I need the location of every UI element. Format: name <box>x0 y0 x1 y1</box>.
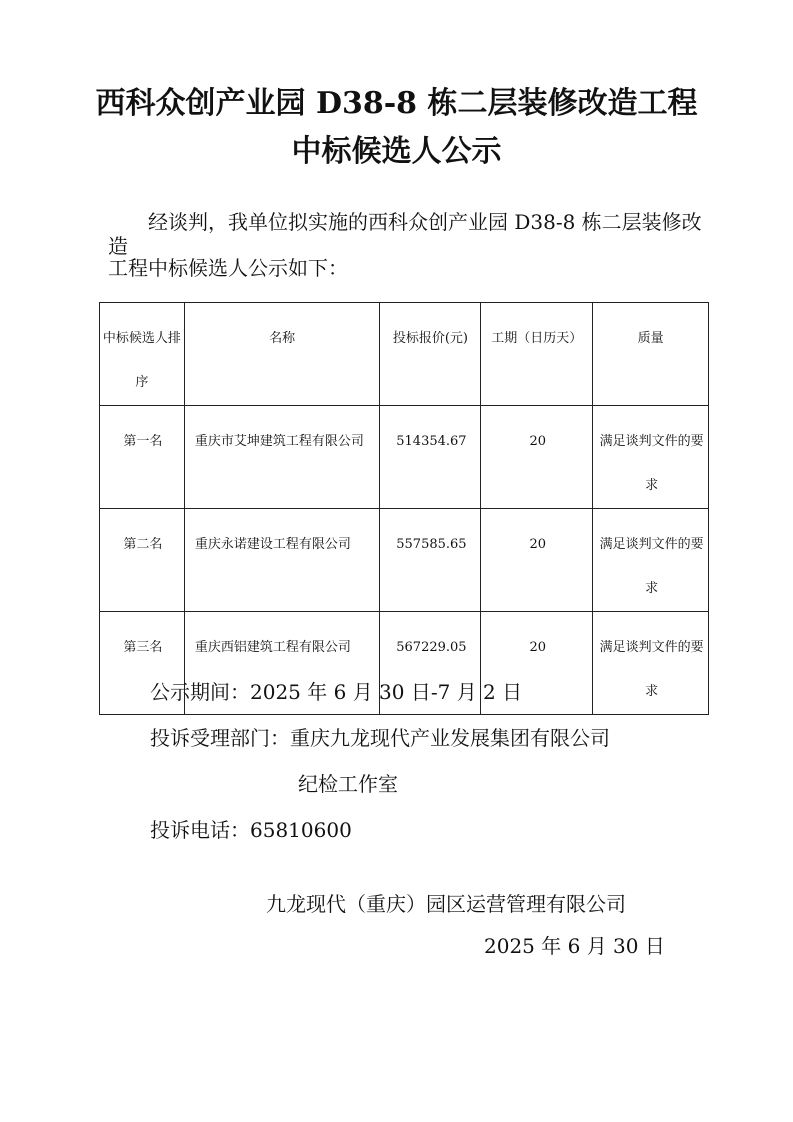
cell-rank: 第二名 <box>100 509 185 612</box>
table-row <box>100 406 709 509</box>
cell-period: 20 <box>481 612 593 715</box>
cell-rank: 第一名 <box>100 406 185 509</box>
signature-date: 2025 年 6 月 30 日 <box>484 934 665 958</box>
document-title-line1: 西科众创产业园 D38-8 栋二层装修改造工程 <box>95 86 698 121</box>
signature-organization: 九龙现代（重庆）园区运营管理有限公司 <box>266 892 626 916</box>
cell-quality: 满足谈判文件的要求 <box>593 612 709 715</box>
intro-paragraph-line2: 工程中标候选人公示如下： <box>108 256 348 280</box>
cell-period: 20 <box>481 509 593 612</box>
document-title-line2: 中标候选人公示 <box>291 134 502 169</box>
cell-price: 567229.05 <box>380 612 481 715</box>
cell-period: 20 <box>481 406 593 509</box>
complaint-department: 投诉受理部门：重庆九龙现代产业发展集团有限公司 <box>150 726 610 750</box>
header-rank: 中标候选人排序 <box>100 303 185 406</box>
header-period: 工期（日历天） <box>481 303 593 406</box>
table-header-row <box>100 303 709 406</box>
header-price: 投标报价(元) <box>380 303 481 406</box>
cell-quality: 满足谈判文件的要求 <box>593 509 709 612</box>
header-name: 名称 <box>184 303 380 406</box>
cell-name: 重庆西铝建筑工程有限公司 <box>184 612 380 715</box>
table-row <box>100 509 709 612</box>
cell-name: 重庆市艾坤建筑工程有限公司 <box>184 406 380 509</box>
cell-name: 重庆永诺建设工程有限公司 <box>184 509 380 612</box>
candidates-table <box>99 302 709 715</box>
cell-price: 557585.65 <box>380 509 481 612</box>
cell-quality: 满足谈判文件的要求 <box>593 406 709 509</box>
complaint-department-office: 纪检工作室 <box>298 772 398 796</box>
header-quality: 质量 <box>593 303 709 406</box>
cell-rank: 第三名 <box>100 612 185 715</box>
intro-paragraph-line1: 经谈判，我单位拟实施的西科众创产业园 D38-8 栋二层装修改造 <box>108 210 702 258</box>
publicity-period: 公示期间：2025 年 6 月 30 日-7 月 2 日 <box>150 680 523 704</box>
complaint-phone: 投诉电话：65810600 <box>150 818 352 842</box>
cell-price: 514354.67 <box>380 406 481 509</box>
